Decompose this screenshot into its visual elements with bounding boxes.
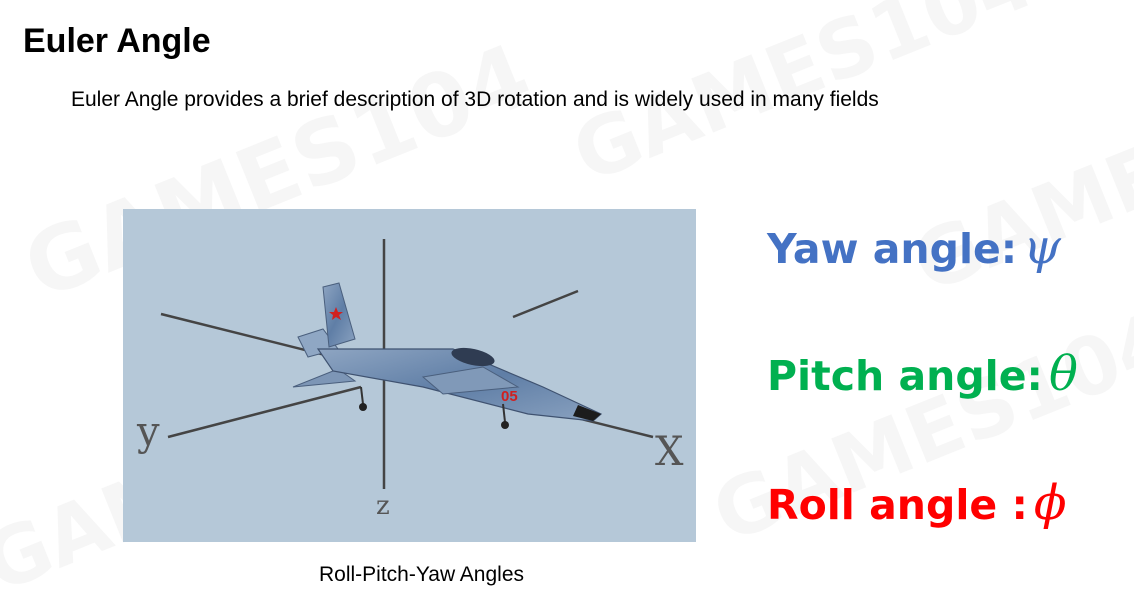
axis-line bbox=[513, 291, 578, 317]
theta-symbol: θ bbox=[1048, 346, 1078, 402]
pitch-angle-label: Pitch angle: bbox=[767, 352, 1043, 400]
axis-label-y: y bbox=[137, 409, 160, 455]
fighter-jet bbox=[293, 283, 601, 429]
axis-label-z: z bbox=[376, 491, 390, 521]
yaw-angle bbox=[767, 219, 1061, 275]
figure-caption: Roll-Pitch-Yaw Angles bbox=[318, 563, 525, 586]
roll-angle bbox=[767, 475, 1067, 531]
yaw-angle-label: Yaw angle: bbox=[767, 225, 1018, 273]
aircraft-axes-figure bbox=[123, 209, 696, 542]
y-axis-line bbox=[168, 387, 361, 437]
subtitle: Euler Angle provides a brief description of 3D rotation and is widely used in many fields bbox=[71, 88, 879, 111]
psi-symbol: ψ bbox=[1023, 219, 1061, 275]
pitch-angle bbox=[767, 346, 1078, 402]
phi-symbol: ϕ bbox=[1033, 475, 1067, 531]
aircraft-number: 05 bbox=[501, 388, 518, 405]
roll-angle-label: Roll angle : bbox=[767, 481, 1028, 529]
page-title: Euler Angle bbox=[23, 22, 211, 60]
axis-label-x: X bbox=[655, 429, 684, 475]
aircraft-illustration bbox=[123, 209, 696, 542]
